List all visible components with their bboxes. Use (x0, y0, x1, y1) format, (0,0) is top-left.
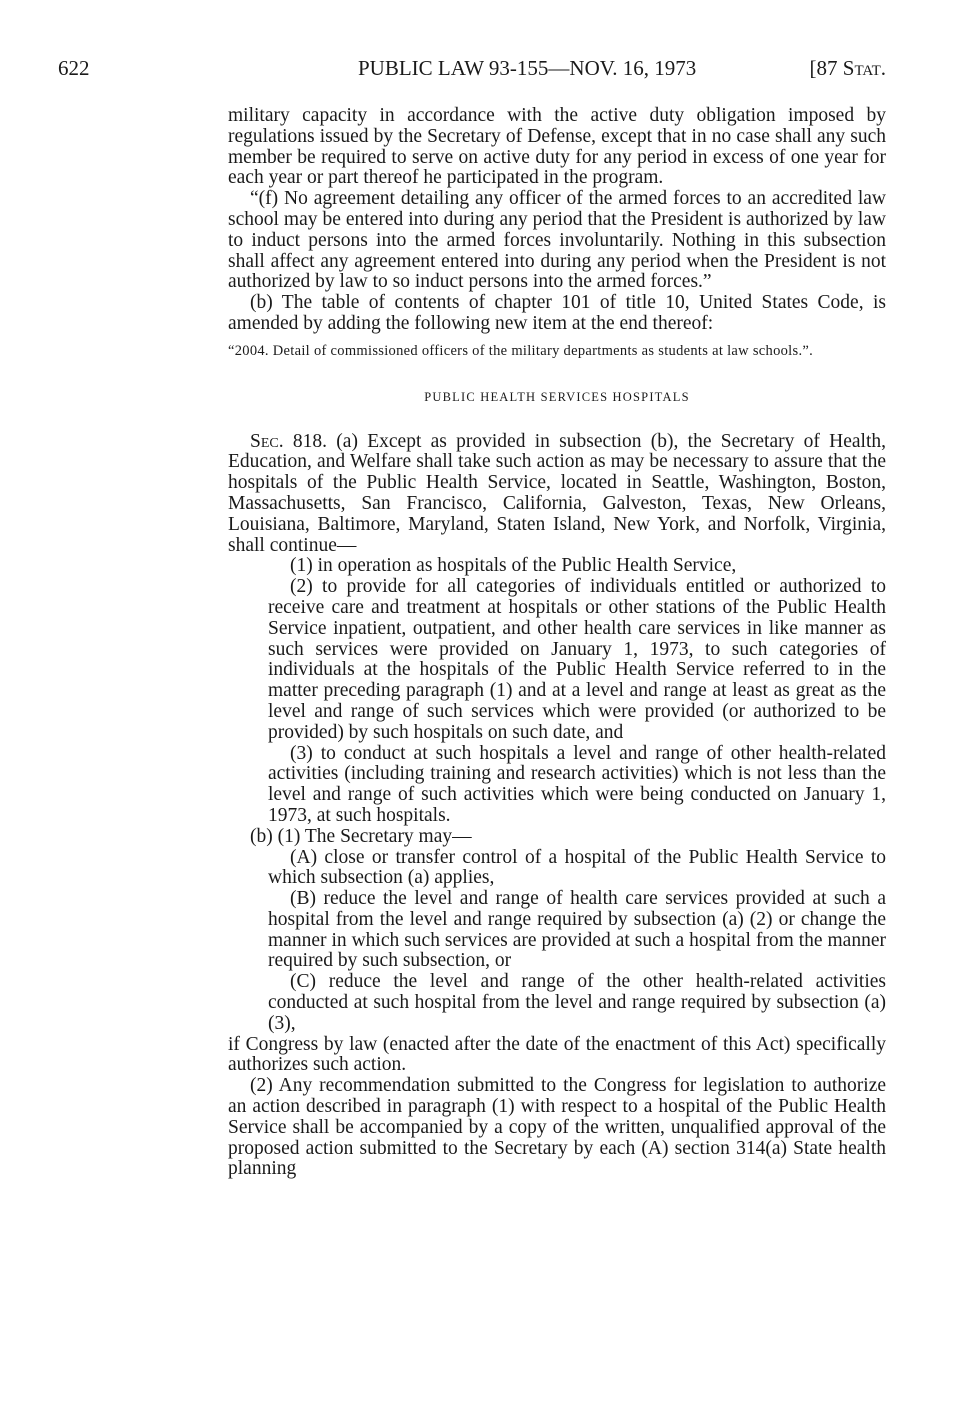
paragraph-b-1-A: (A) close or transfer control of a hospital of the Public Health Service to which subsection (a) applies, (268, 846, 886, 889)
section-818-a (228, 432, 886, 557)
paragraph-continuation: military capacity in accordance with the active duty obligation imposed by regulations issued by the Secretary of Defense, except that in no case shall any such member be required to serve on active duty for any period in excess of one year for each year or part thereof he participated in the program. (228, 105, 886, 189)
paragraph-a-3: (3) to conduct at such hospitals a level and range of other health-related activities (including training and research activities) which is not less than the level and range of such activities which were being conducted on January 1, 1973, at such hospitals. (268, 742, 886, 826)
section-818-a-text: 818. (a) Except as provided in subsection (b), the Secretary of Health, Education, and Welfare shall take such action as may be necessary to assure that the hospitals of the Public Health Service, located in Seattle, Washington, Boston, Massachusetts, San Francisco, California, Galveston, Texas, New Orleans, Louisiana, Baltimore, Maryland, Staten Island, New York, and Norfolk, Virginia, shall continue— (228, 430, 887, 556)
statute-reference: [87 Stat. (809, 56, 886, 80)
paragraph-a-1: (1) in operation as hospitals of the Public Health Service, (290, 555, 737, 577)
page-header (58, 56, 886, 86)
section-label: Sec. (250, 430, 284, 452)
paragraph-b-2: (2) Any recommendation submitted to the Congress for legislation to authorize an action described in paragraph (1) with respect to a hospital of the Public Health Service shall be accompanied by a copy of the written, unqualified approval of the proposed action submitted to the Secretary by each (A) section 314(a) State health planning (228, 1075, 886, 1180)
paragraph-if-congress: if Congress by law (enacted after the date of the enactment of this Act) specifically authorizes such action. (228, 1033, 886, 1076)
page-number: 622 (58, 56, 90, 80)
paragraph-subsection-f: “(f) No agreement detailing any officer of the armed forces to an accredited law school may be entered into during any period that the President is authorized by law to induct persons into the armed forces involuntarily. Nothing in this subsection shall affect any agreement entered into during any period when the President is not authorized by law to so induct persons into the armed forces.” (228, 188, 886, 293)
paragraph-b-1-C: (C) reduce the level and range of the other health-related activities conducted at such hospital from the level and range required by subsection (a) (3), (268, 971, 886, 1034)
toc-item: “2004. Detail of commissioned officers of the military departments as students at law schools.”. (228, 342, 814, 359)
document-body (228, 106, 886, 1180)
paragraph-b-1-B: (B) reduce the level and range of health care services provided at such a hospital from the level and range required by subsection (a) (2) or change the manner in which such services are provided at such a hospital from the manner required by such subsection, or (268, 888, 886, 972)
running-title: PUBLIC LAW 93-155—NOV. 16, 1973 (358, 56, 697, 80)
paragraph-a-2: (2) to provide for all categories of individuals entitled or authorized to receive care and treatment at hospitals or other stations of the Public Health Service inpatient, outpatient, and other health care services in like manner as such services were provided on January 1, 1973, to such categories of individuals at the hospitals of the Public Health Service referred to in the matter preceding paragraph (1) and at a level and range at least as great as the level and range of such services which were provided (or authorized to be provided) by such hospitals on such date, and (268, 576, 886, 743)
paragraph-table-of-contents-amendment: (b) The table of contents of chapter 101 of title 10, United States Code, is amended by adding the following new item at the end thereof: (228, 292, 886, 334)
section-heading: PUBLIC HEALTH SERVICES HOSPITALS (424, 389, 690, 404)
paragraph-b-1: (b) (1) The Secretary may— (250, 825, 472, 847)
